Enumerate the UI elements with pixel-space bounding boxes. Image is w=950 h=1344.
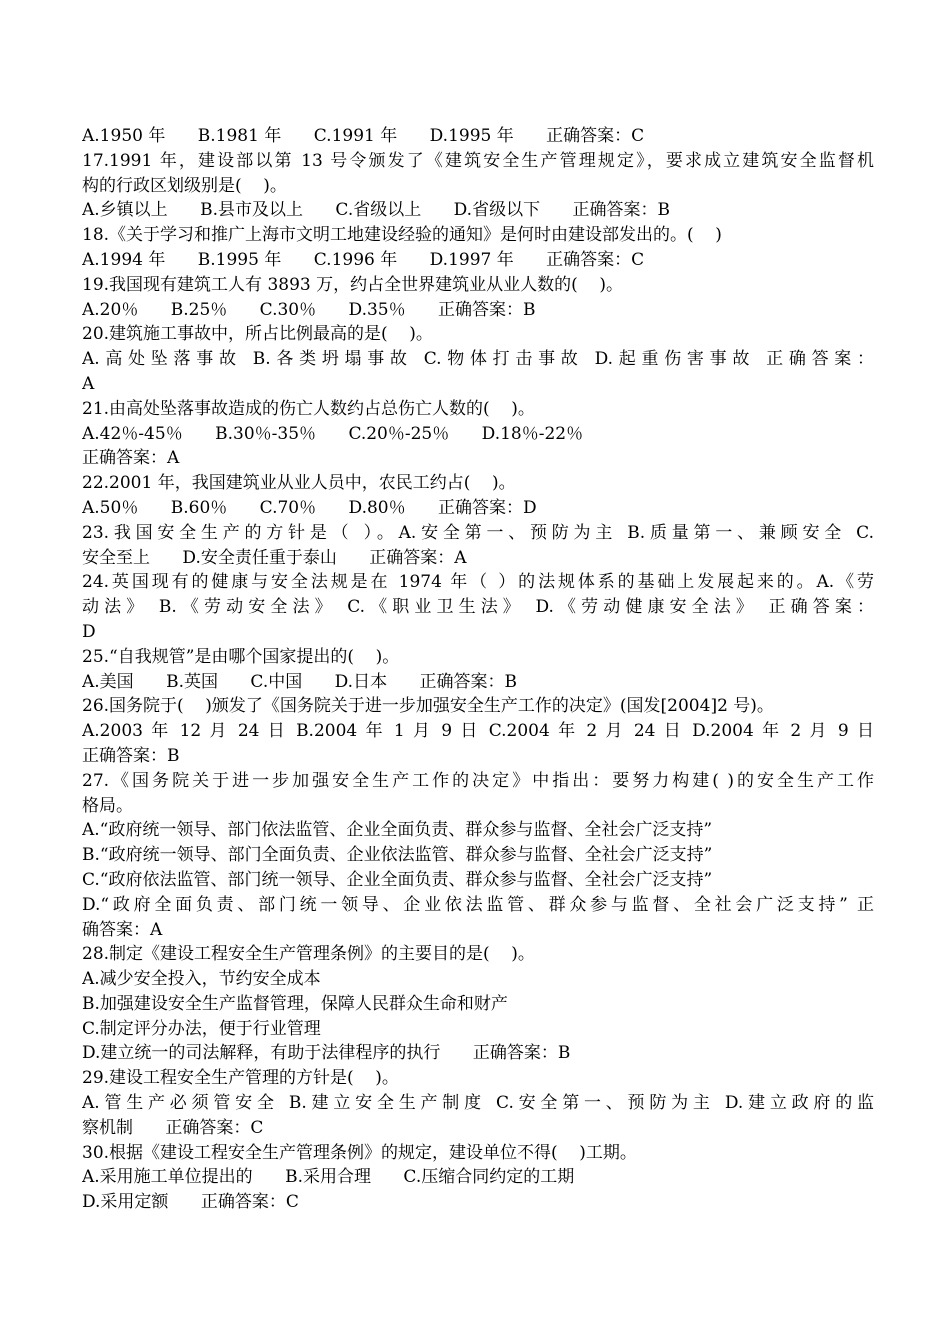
text-line: B.加强建设安全生产监督管理，保障人民群众生命和财产: [82, 993, 508, 1014]
text-line: A.1994 年 B.1995 年 C.1996 年 D.1997 年 正确答案：C: [82, 249, 645, 270]
text-line: A.2003 年 12 月 24 日 B.2004 年 1 月 9 日 C.2004 年 2 月 24 日 D.2004 年 2 月 9 日: [82, 721, 874, 742]
text-line: D.采用定额 正确答案：C: [82, 1192, 299, 1213]
text-line: 17.1991 年，建设部以第 13 号令颁发了《建筑安全生产管理规定》，要求成立建筑安全监督机: [82, 150, 874, 171]
text-line: 安全至上 D.安全责任重于泰山 正确答案：A: [82, 547, 467, 568]
text-line: 24.英国现有的健康与安全法规是在 1974 年（ ）的法规体系的基础上发展起来的。A.《劳: [82, 572, 874, 593]
text-line: 正确答案：B: [82, 745, 180, 766]
text-line: 动法》 B.《劳动安全法》 C.《职业卫生法》 D.《劳动健康安全法》 正确答案：: [82, 597, 874, 618]
text-line: 18.《关于学习和推广上海市文明工地建设经验的通知》是何时由建设部发出的。( ): [82, 225, 722, 246]
text-line: A.“政府统一领导、部门依法监管、企业全面负责、群众参与监督、全社会广泛支持”: [82, 820, 713, 841]
text-line: 格局。: [82, 795, 133, 816]
text-line: D.建立统一的司法解释，有助于法律程序的执行 正确答案：B: [82, 1043, 571, 1064]
text-line: A.管生产必须管安全 B.建立安全生产制度 C.安全第一、预防为主 D.建立政府的监: [82, 1093, 874, 1114]
text-line: 察机制 正确答案：C: [82, 1117, 264, 1138]
text-line: A.采用施工单位提出的 B.采用合理 C.压缩合同约定的工期: [82, 1167, 575, 1188]
text-line: C.“政府依法监管、部门统一领导、企业全面负责、群众参与监督、全社会广泛支持”: [82, 869, 713, 890]
text-line: A: [82, 373, 95, 394]
text-line: 正确答案：A: [82, 448, 180, 469]
text-line: C.制定评分办法，便于行业管理: [82, 1018, 321, 1039]
text-line: 22.2001 年，我国建筑业从业人员中，农民工约占( )。: [82, 473, 516, 494]
text-line: 21.由高处坠落事故造成的伤亡人数约占总伤亡人数的( )。: [82, 398, 535, 419]
text-line: 确答案：A: [82, 919, 163, 940]
text-line: A.美国 B.英国 C.中国 D.日本 正确答案：B: [82, 671, 517, 692]
text-line: 26.国务院于( )颁发了《国务院关于进一步加强安全生产工作的决定》(国发[2004]2 号)。: [82, 696, 774, 717]
text-line: 29.建设工程安全生产管理的方针是( )。: [82, 1068, 399, 1089]
text-line: 27.《国务院关于进一步加强安全生产工作的决定》中指出：要努力构建( )的安全生产工作: [82, 770, 874, 791]
text-line: 25.“自我规管”是由哪个国家提出的( )。: [82, 646, 400, 667]
text-line: D: [82, 621, 96, 642]
text-line: 23.我国安全生产的方针是（ ）。A.安全第一、预防为主 B.质量第一、兼顾安全 C.: [82, 522, 874, 543]
text-line: 构的行政区划级别是( )。: [82, 175, 287, 196]
text-line: A.减少安全投入，节约安全成本: [82, 969, 321, 990]
text-line: 20.建筑施工事故中，所占比例最高的是( )。: [82, 324, 433, 345]
text-line: A.高处坠落事故 B.各类坍塌事故 C.物体打击事故 D.起重伤害事故 正确答案：: [82, 349, 874, 370]
text-line: A.乡镇以上 B.县市及以上 C.省级以上 D.省级以下 正确答案：B: [82, 200, 670, 221]
text-line: D.“政府全面负责、部门统一领导、企业依法监管、群众参与监督、全社会广泛支持” 正: [82, 894, 874, 915]
text-line: 28.制定《建设工程安全生产管理条例》的主要目的是( )。: [82, 944, 535, 965]
text-line: A.1950 年 B.1981 年 C.1991 年 D.1995 年 正确答案：C: [82, 126, 645, 146]
text-line: A.50％ B.60％ C.70％ D.80％ 正确答案：D: [82, 497, 537, 518]
text-line: A.42％-45％ B.30％-35％ C.20％-25％ D.18％-22％: [82, 423, 584, 444]
text-line: 19.我国现有建筑工人有 3893 万，约占全世界建筑业从业人数的( )。: [82, 274, 623, 295]
text-line: A.20％ B.25％ C.30％ D.35％ 正确答案：B: [82, 299, 536, 320]
text-line: 30.根据《建设工程安全生产管理条例》的规定，建设单位不得( )工期。: [82, 1142, 637, 1163]
text-line: B.“政府统一领导、部门全面负责、企业依法监管、群众参与监督、全社会广泛支持”: [82, 845, 713, 866]
document-page: [82, 124, 874, 1215]
